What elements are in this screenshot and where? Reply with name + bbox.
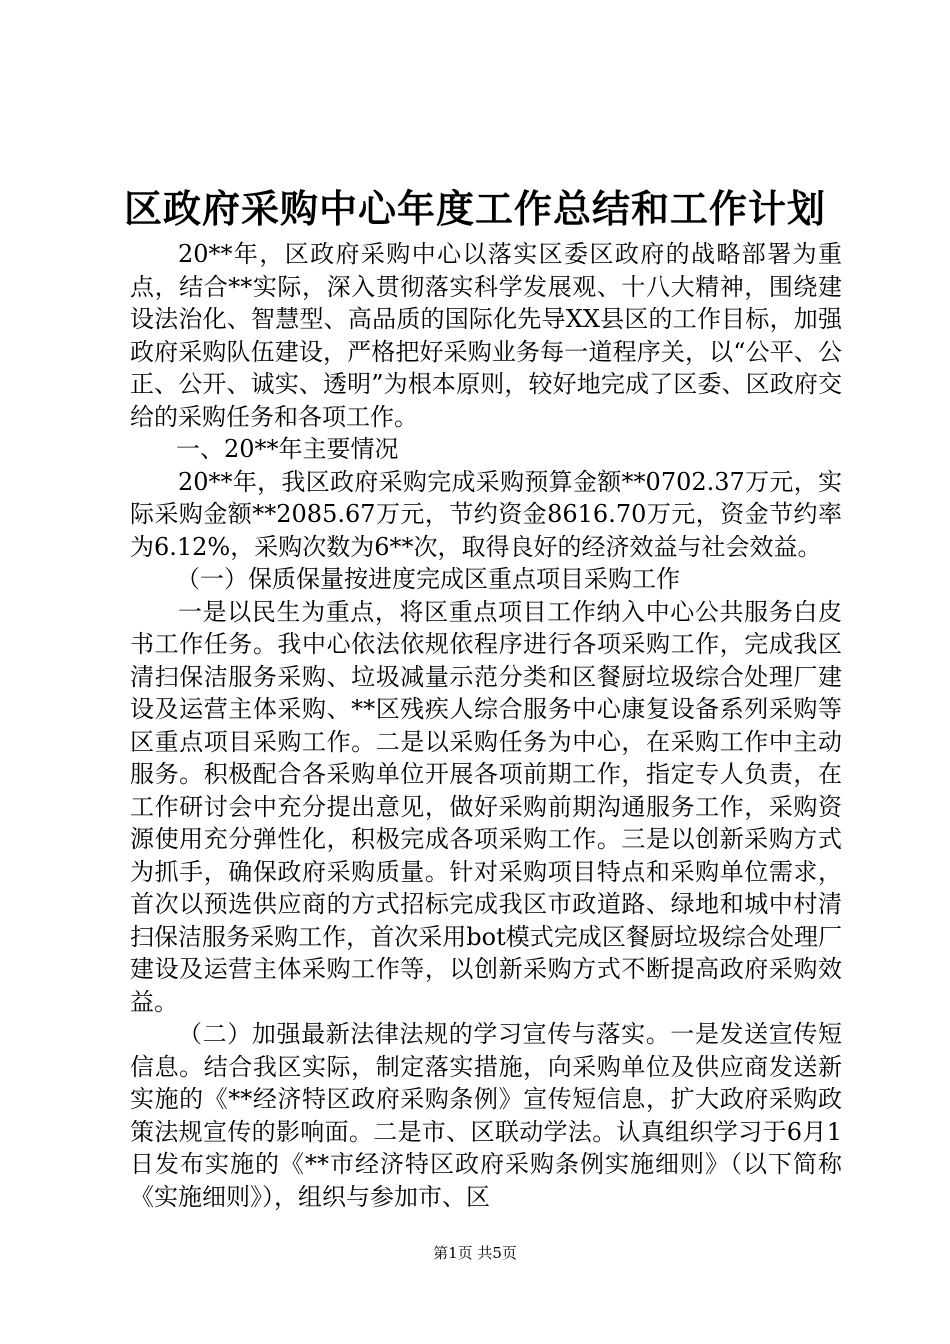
document-body xyxy=(130,238,842,1213)
key-projects-paragraph: 一是以民生为重点，将区重点项目工作纳入中心公共服务白皮书工作任务。我中心依法依规依程序进行各项采购工作，完成我区清扫保洁服务采购、垃圾减量示范分类和区餐厨垃圾综合处理厂建设及运营主体采购、**区残疾人综合服务中心康复设备系列采购等区重点项目采购工作。二是以采购任务为中心，在采购工作中主动服务。积极配合各采购单位开展各项前期工作，指定专人负责，在工作研讨会中充分提出意见，做好采购前期沟通服务工作，采购资源使用充分弹性化，积极完成各项采购工作。三是以创新采购方式为抓手，确保政府采购质量。针对采购项目特点和采购单位需求，首次以预选供应商的方式招标完成我区市政道路、绿地和城中村清扫保洁服务采购工作，首次采用bot模式完成区餐厨垃圾综合处理厂建设及运营主体采购工作等，以创新采购方式不断提高政府采购效益。 xyxy=(130,597,842,1016)
document-title: 区政府采购中心年度工作总结和工作计划 xyxy=(123,186,826,231)
law-study-paragraph: （二）加强最新法律法规的学习宣传与落实。一是发送宣传短信息。结合我区实际，制定落实措施，向采购单位及供应商发送新实施的《**经济特区政府采购条例》宣传短信息，扩大政府采购政策法规宣传的影响面。二是市、区联动学法。认真组织学习于6月1日发布实施的《**市经济特区政府采购条例实施细则》（以下简称《实施细则》），组织与参加市、区 xyxy=(130,1020,842,1211)
section-heading-1: 一、20**年主要情况 xyxy=(176,435,399,463)
intro-paragraph: 20**年，区政府采购中心以落实区委区政府的战略部署为重点，结合**实际，深入贯彻落实科学发展观、十八大精神，围绕建设法治化、智慧型、高品质的国际化先导XX县区的工作目标，加强政府采购队伍建设，严格把好采购业务每一道程序关，以“公平、公正、公开、诚实、透明”为根本原则，较好地完成了区委、区政府交给的采购任务和各项工作。 xyxy=(130,240,842,431)
summary-paragraph: 20**年，我区政府采购完成采购预算金额**0702.37万元，实际采购金额**2085.67万元，节约资金8616.70万元，资金节约率为6.12%，采购次数为6**次，取得良好的经济效益与社会效益。 xyxy=(130,467,842,561)
page-number-footer: 第1页 共5页 xyxy=(433,1244,517,1262)
subsection-heading-1: （一）保质保量按进度完成区重点项目采购工作 xyxy=(176,565,680,593)
